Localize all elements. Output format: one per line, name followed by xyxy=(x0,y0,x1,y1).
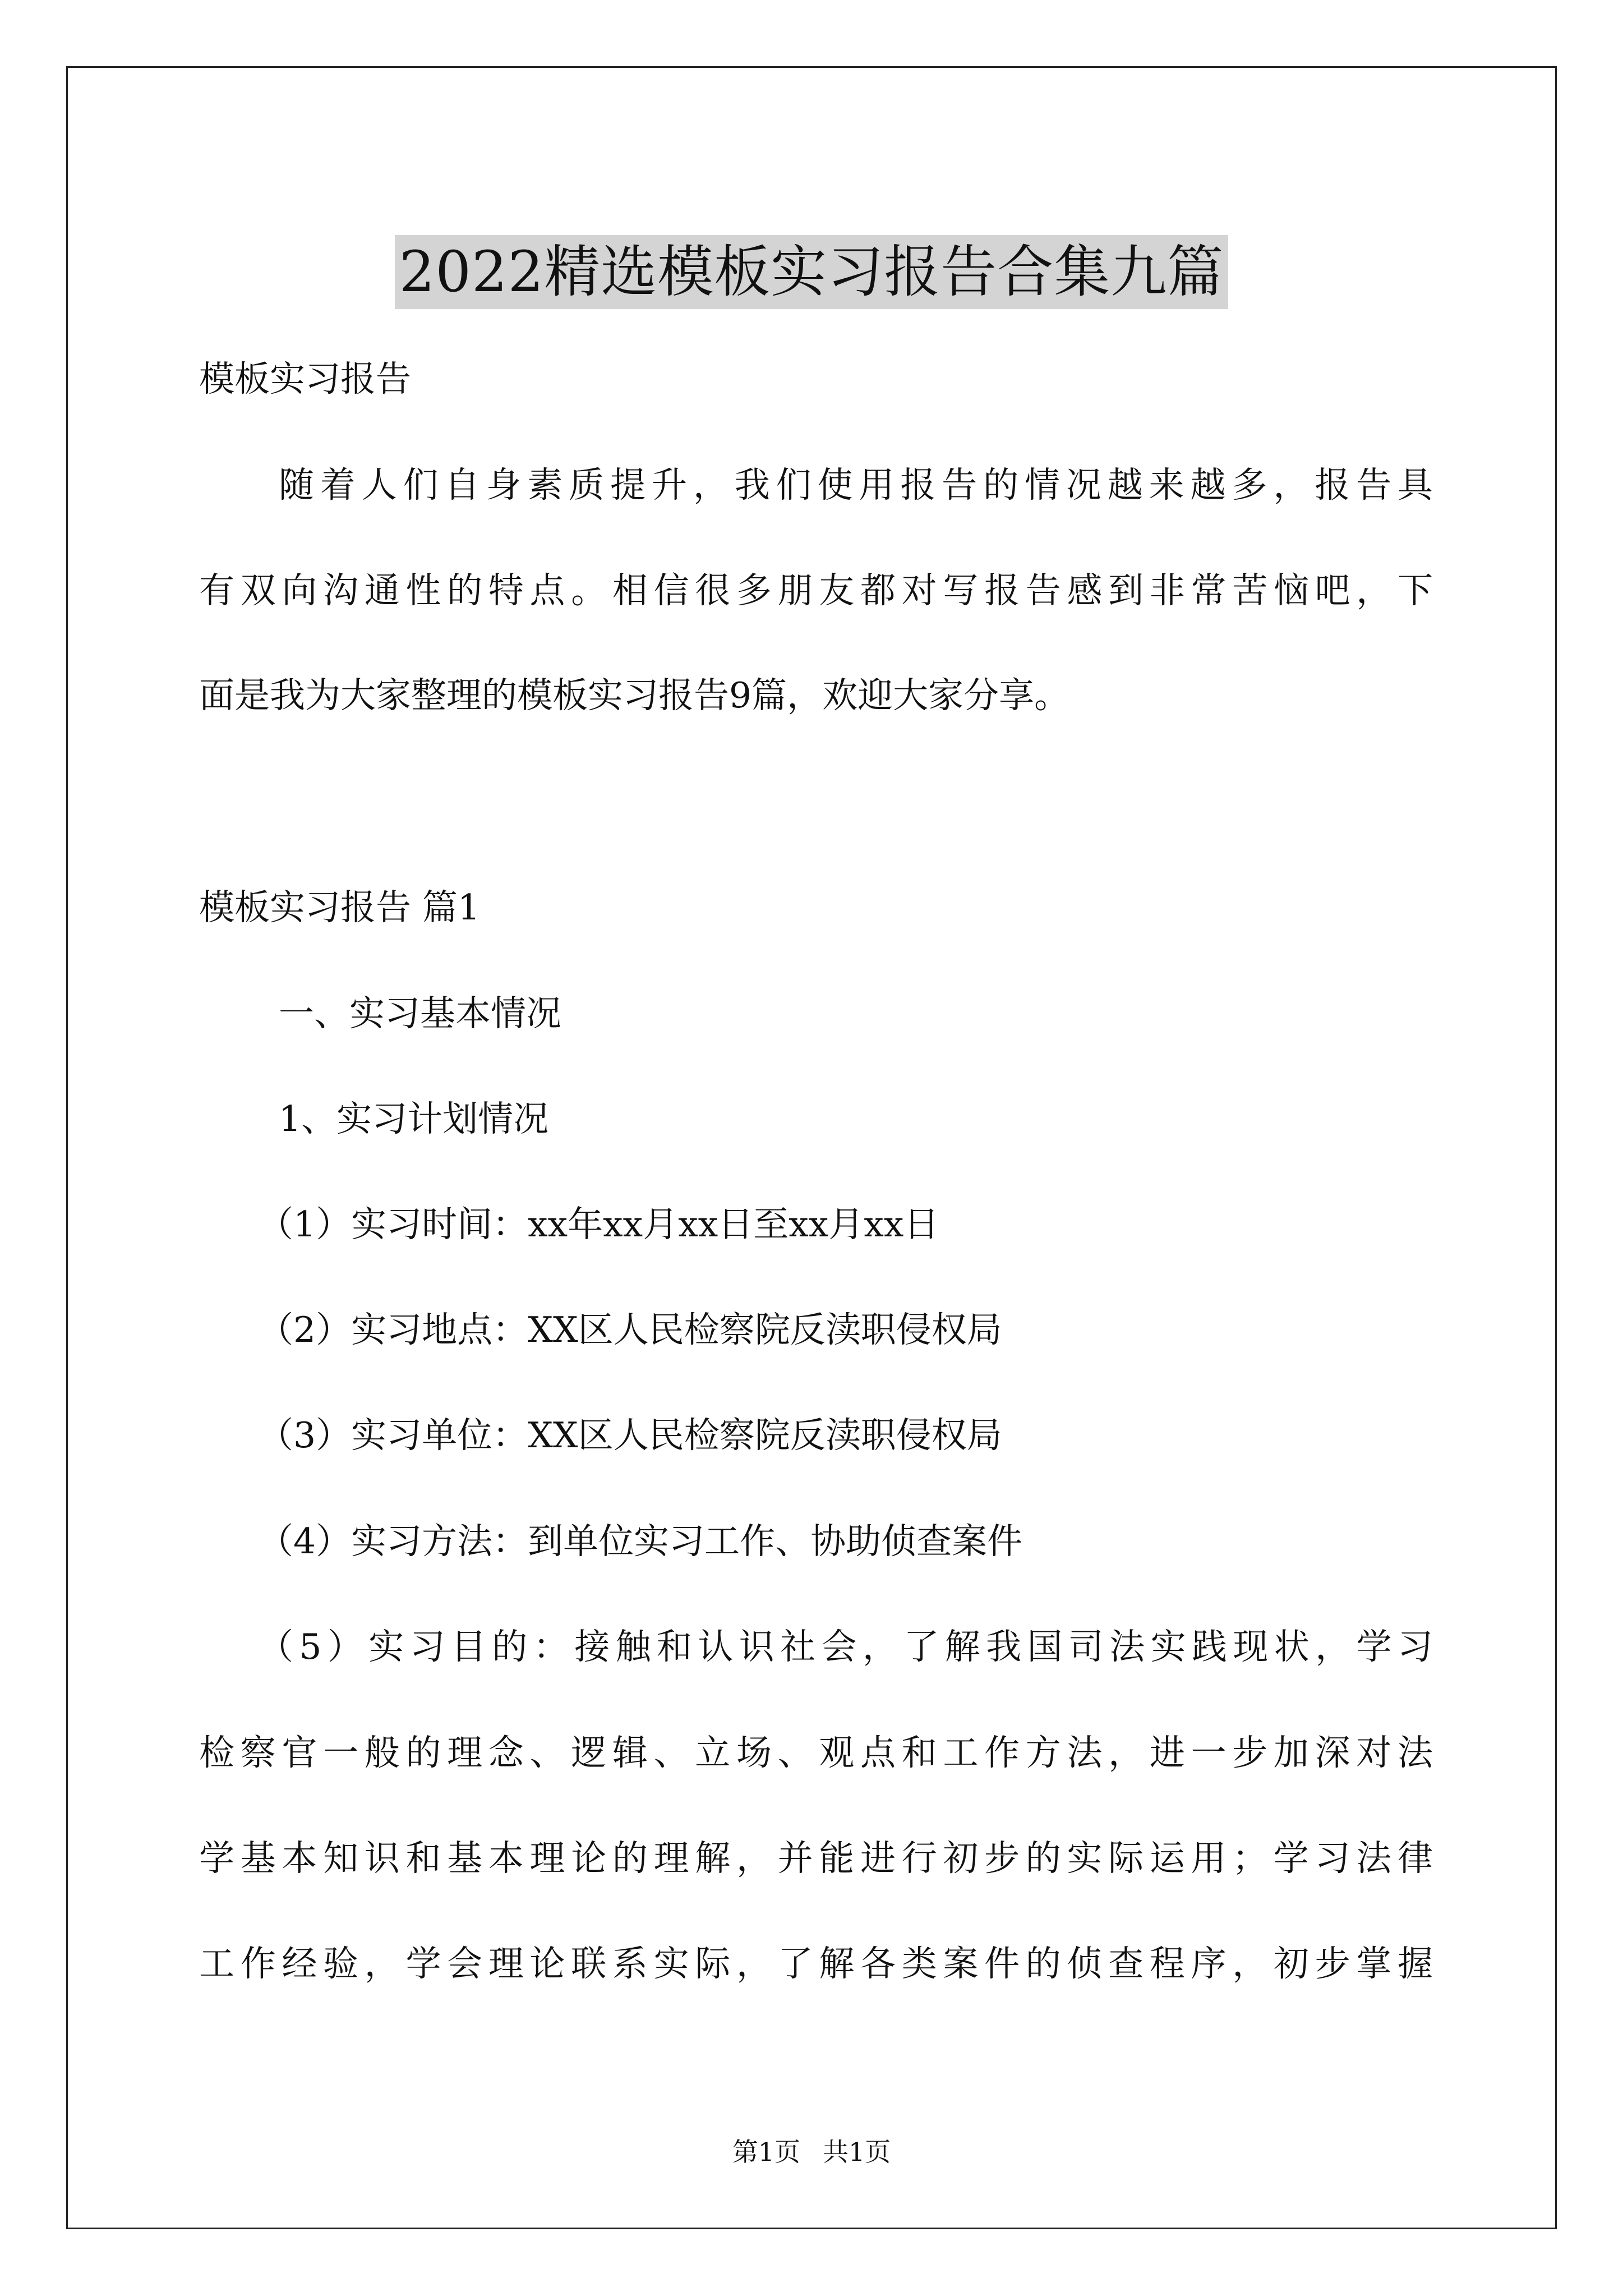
section-heading: 模板实习报告 xyxy=(199,358,411,399)
sub-heading: 1、实习计划情况 xyxy=(279,1098,549,1139)
list-item: （4）实习方法：到单位实习工作、协助侦查案件 xyxy=(258,1521,1023,1562)
list-item: （1）实习时间：xx年xx月xx日至xx月xx日 xyxy=(258,1204,939,1245)
part-heading: 一、实习基本情况 xyxy=(279,993,561,1034)
intro-paragraph-line: 面是我为大家整理的模板实习报告9篇，欢迎大家分享。 xyxy=(199,675,1070,716)
document-title: 2022精选模板实习报告合集九篇 xyxy=(395,235,1229,309)
body-text-line: 检察官一般的理念、逻辑、立场、观点和工作方法，进一步加深对法 xyxy=(199,1732,1433,1773)
intro-paragraph-line: 有双向沟通性的特点。相信很多朋友都对写报告感到非常苦恼吧，下 xyxy=(199,570,1433,611)
list-item: （2）实习地点：XX区人民检察院反渎职侵权局 xyxy=(258,1309,1002,1350)
body-text-line: 学基本知识和基本理论的理解，并能进行初步的实际运用；学习法律 xyxy=(199,1838,1433,1879)
intro-paragraph-line: 随着人们自身素质提升，我们使用报告的情况越来越多，报告具 xyxy=(279,464,1433,505)
page-footer xyxy=(0,2136,1623,2168)
total-pages: 共1页 xyxy=(823,2137,891,2167)
list-item: （3）实习单位：XX区人民检察院反渎职侵权局 xyxy=(258,1415,1002,1456)
list-item: （5）实习目的：接触和认识社会，了解我国司法实践现状，学习 xyxy=(258,1626,1433,1667)
title-container xyxy=(0,197,1623,347)
page-number: 第1页 xyxy=(732,2137,800,2167)
body-text-line: 工作经验，学会理论联系实际，了解各类案件的侦查程序，初步掌握 xyxy=(199,1943,1433,1984)
article-heading: 模板实习报告 篇1 xyxy=(199,887,481,928)
